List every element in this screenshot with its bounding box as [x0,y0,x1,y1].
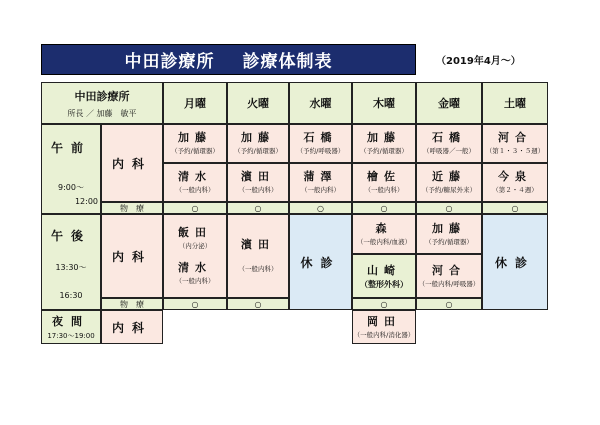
effective-date: （2019年4月～） [436,56,521,67]
day-header-sat: 土曜 [482,82,548,124]
mon-am-1: 加藤 （予約/循環器） [163,124,227,163]
afternoon-time-end: 16:30 [59,291,83,300]
tue-am-supply: ○ [227,202,289,214]
evening-label: 夜間 [52,315,90,328]
fri-pm-1: 加藤 （予約/循環器） [416,214,482,254]
mon-am-2: 清水 （一般内科） [163,163,227,202]
header-clinic-cell [41,82,163,124]
evening-dept: 内科 [101,310,163,344]
day-header-fri: 金曜 [416,82,482,124]
day-header-tue: 火曜 [227,82,289,124]
header-director: 所長 ／ 加藤 敏平 [67,108,137,118]
clinic-title: 中田診療所 [124,52,215,72]
fri-am-2: 近藤 （予約/糖尿外来） [416,163,482,202]
afternoon-dept: 内科 [101,214,163,298]
morning-dept: 内科 [101,124,163,202]
morning-time-end: 12:00 [74,197,98,206]
day-header-mon: 月曜 [163,82,227,124]
wed-am-supply: ○ [289,202,352,214]
sat-am-2: 今泉 （第２・４週） [482,163,548,202]
evening-label-cell [41,310,101,344]
morning-time-start: 9:00～ [58,183,84,192]
thu-pm-1: 森 （一般内科/血液） [352,214,416,254]
title-banner [41,44,416,75]
thu-pm-supply: ○ [352,298,416,310]
thu-am-2: 檜佐 （一般内科） [352,163,416,202]
wed-am-1: 石橋 （予約/呼吸器） [289,124,352,163]
schedule-title: 診療体制表 [242,52,333,72]
tue-am-2: 濱田 （一般内科） [227,163,289,202]
tue-pm: 濱田 （一般内科） [227,214,289,298]
thu-am-1: 加藤 （予約/循環器） [352,124,416,163]
tue-pm-supply: ○ [227,298,289,310]
header-clinic-name: 中田診療所 [74,89,130,103]
morning-supply-label: 物 療 [101,202,163,214]
sat-am-1: 河合 （第１・３・５週） [482,124,548,163]
fri-pm-supply: ○ [416,298,482,310]
thu-am-supply: ○ [352,202,416,214]
mon-pm: 飯田 （内分泌） 清水 （一般内科） [163,214,227,298]
sat-pm-closed: 休診 [482,214,548,310]
afternoon-time-start: 13:30～ [55,263,87,272]
mon-am-supply: ○ [163,202,227,214]
day-header-thu: 木曜 [352,82,416,124]
schedule-table [41,82,548,344]
tue-am-1: 加藤 （予約/循環器） [227,124,289,163]
fri-am-supply: ○ [416,202,482,214]
fri-am-1: 石橋 （呼吸器／一般） [416,124,482,163]
afternoon-label-cell [41,214,101,310]
morning-label: 午前 [50,141,91,155]
wed-pm-closed: 休診 [289,214,352,310]
evening-time: 17:30～19:00 [47,332,95,340]
thu-evening: 岡田 （一般内科/消化器） [352,310,416,344]
thu-pm-2: 山崎 （整形外科） [352,254,416,298]
day-header-wed: 水曜 [289,82,352,124]
fri-pm-2: 河合 （一般内科/呼吸器） [416,254,482,298]
afternoon-supply-label: 物 療 [101,298,163,310]
morning-label-cell [41,124,101,214]
afternoon-label: 午後 [50,229,91,243]
wed-am-2: 蒲澤 （一般内科） [289,163,352,202]
sat-am-supply: ○ [482,202,548,214]
mon-pm-supply: ○ [163,298,227,310]
